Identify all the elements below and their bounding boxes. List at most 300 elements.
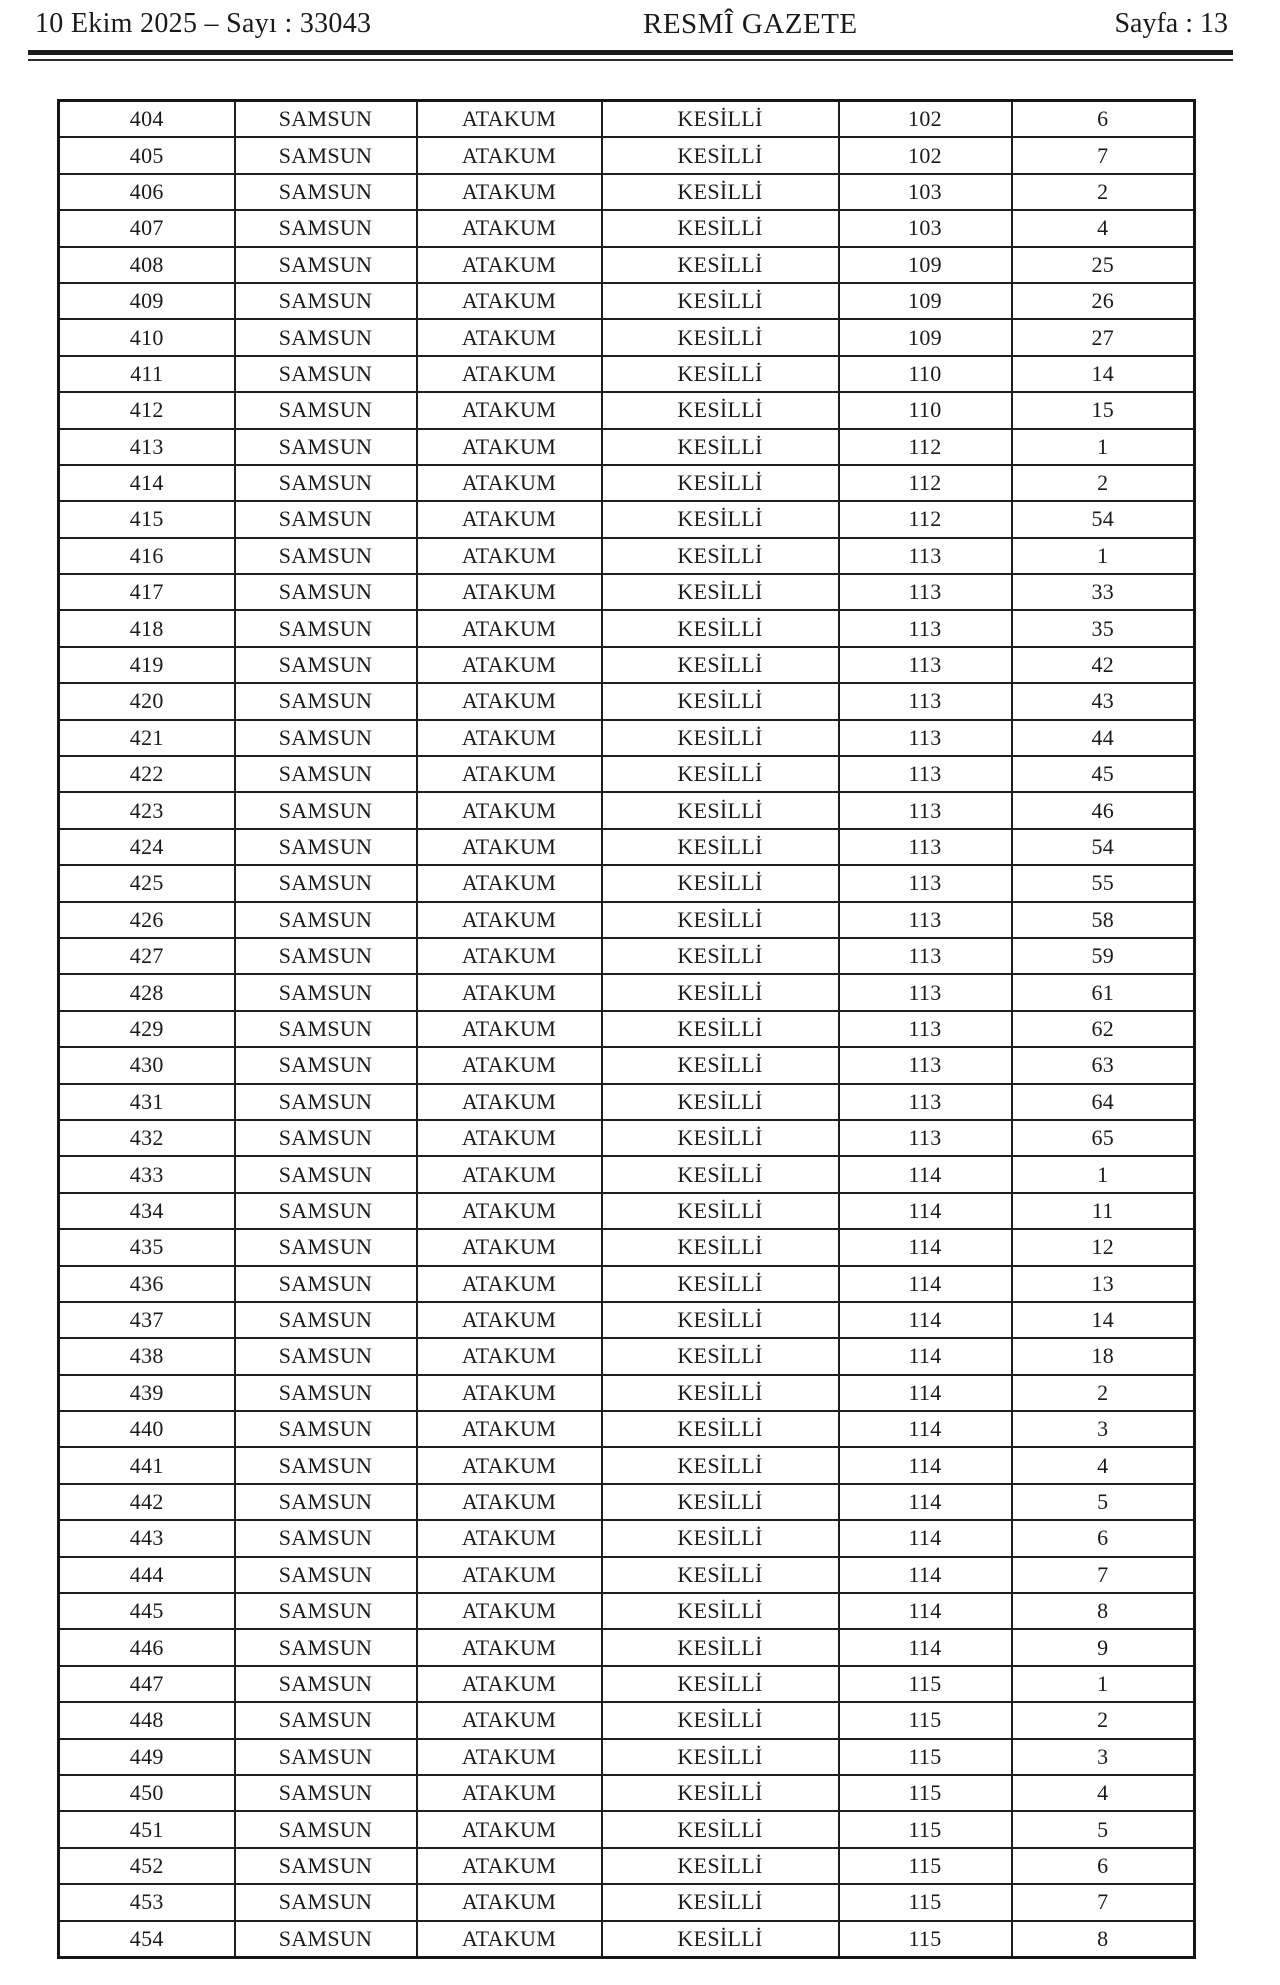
cell-block-no: 114 [839, 1447, 1012, 1483]
cell-province: SAMSUN [235, 1884, 417, 1920]
cell-neighborhood: KESİLLİ [602, 1921, 839, 1958]
cell-sequence-number: 415 [59, 501, 235, 537]
table-row [59, 429, 1195, 465]
cell-neighborhood: KESİLLİ [602, 1047, 839, 1083]
cell-province: SAMSUN [235, 1921, 417, 1958]
table-row [59, 1775, 1195, 1811]
cell-sequence-number: 439 [59, 1375, 235, 1411]
cell-block-no: 109 [839, 319, 1012, 355]
cell-block-no: 114 [839, 1302, 1012, 1338]
cell-province: SAMSUN [235, 1375, 417, 1411]
cell-sequence-number: 410 [59, 319, 235, 355]
cell-block-no: 102 [839, 101, 1012, 138]
cell-neighborhood: KESİLLİ [602, 1702, 839, 1738]
cell-neighborhood: KESİLLİ [602, 574, 839, 610]
table-row [59, 865, 1195, 901]
cell-sequence-number: 407 [59, 210, 235, 246]
cell-block-no: 115 [839, 1775, 1012, 1811]
cell-sequence-number: 450 [59, 1775, 235, 1811]
cell-district: ATAKUM [417, 1120, 602, 1156]
cell-parcel-no: 33 [1012, 574, 1195, 610]
cell-block-no: 110 [839, 356, 1012, 392]
cell-parcel-no: 6 [1012, 101, 1195, 138]
cell-block-no: 113 [839, 720, 1012, 756]
cell-province: SAMSUN [235, 1702, 417, 1738]
cell-neighborhood: KESİLLİ [602, 1120, 839, 1156]
cell-district: ATAKUM [417, 865, 602, 901]
cell-district: ATAKUM [417, 1666, 602, 1702]
cell-province: SAMSUN [235, 392, 417, 428]
cell-sequence-number: 422 [59, 756, 235, 792]
table-row [59, 574, 1195, 610]
header-rule-thin [28, 59, 1233, 61]
cell-parcel-no: 12 [1012, 1229, 1195, 1265]
cell-district: ATAKUM [417, 1702, 602, 1738]
table-row [59, 974, 1195, 1010]
table-row [59, 792, 1195, 828]
cell-neighborhood: KESİLLİ [602, 1557, 839, 1593]
cell-parcel-no: 2 [1012, 465, 1195, 501]
cell-province: SAMSUN [235, 938, 417, 974]
cell-province: SAMSUN [235, 1411, 417, 1447]
table-row [59, 938, 1195, 974]
cell-sequence-number: 448 [59, 1702, 235, 1738]
cell-district: ATAKUM [417, 101, 602, 138]
cell-province: SAMSUN [235, 1156, 417, 1192]
cell-province: SAMSUN [235, 356, 417, 392]
table-row [59, 1484, 1195, 1520]
parcel-table-body [59, 101, 1195, 1958]
cell-parcel-no: 8 [1012, 1593, 1195, 1629]
cell-province: SAMSUN [235, 647, 417, 683]
cell-neighborhood: KESİLLİ [602, 865, 839, 901]
cell-parcel-no: 46 [1012, 792, 1195, 828]
cell-sequence-number: 444 [59, 1557, 235, 1593]
cell-district: ATAKUM [417, 1156, 602, 1192]
table-row [59, 1193, 1195, 1229]
cell-sequence-number: 409 [59, 283, 235, 319]
cell-neighborhood: KESİLLİ [602, 756, 839, 792]
cell-district: ATAKUM [417, 1411, 602, 1447]
cell-neighborhood: KESİLLİ [602, 429, 839, 465]
table-row [59, 1557, 1195, 1593]
cell-sequence-number: 436 [59, 1266, 235, 1302]
cell-district: ATAKUM [417, 538, 602, 574]
cell-province: SAMSUN [235, 792, 417, 828]
cell-district: ATAKUM [417, 1375, 602, 1411]
table-row [59, 1848, 1195, 1884]
cell-neighborhood: KESİLLİ [602, 610, 839, 646]
cell-sequence-number: 429 [59, 1011, 235, 1047]
cell-neighborhood: KESİLLİ [602, 137, 839, 173]
cell-district: ATAKUM [417, 1084, 602, 1120]
cell-parcel-no: 1 [1012, 1666, 1195, 1702]
cell-parcel-no: 14 [1012, 356, 1195, 392]
table-row [59, 247, 1195, 283]
cell-block-no: 115 [839, 1666, 1012, 1702]
cell-neighborhood: KESİLLİ [602, 465, 839, 501]
cell-block-no: 114 [839, 1411, 1012, 1447]
cell-district: ATAKUM [417, 1047, 602, 1083]
table-row [59, 1702, 1195, 1738]
cell-province: SAMSUN [235, 1266, 417, 1302]
cell-district: ATAKUM [417, 1629, 602, 1665]
cell-sequence-number: 405 [59, 137, 235, 173]
cell-sequence-number: 412 [59, 392, 235, 428]
cell-block-no: 113 [839, 683, 1012, 719]
table-row [59, 1229, 1195, 1265]
cell-neighborhood: KESİLLİ [602, 829, 839, 865]
cell-block-no: 114 [839, 1593, 1012, 1629]
cell-district: ATAKUM [417, 974, 602, 1010]
cell-neighborhood: KESİLLİ [602, 174, 839, 210]
cell-neighborhood: KESİLLİ [602, 1266, 839, 1302]
cell-district: ATAKUM [417, 574, 602, 610]
cell-district: ATAKUM [417, 174, 602, 210]
cell-neighborhood: KESİLLİ [602, 1520, 839, 1556]
cell-province: SAMSUN [235, 756, 417, 792]
cell-block-no: 114 [839, 1156, 1012, 1192]
cell-province: SAMSUN [235, 319, 417, 355]
cell-sequence-number: 437 [59, 1302, 235, 1338]
cell-neighborhood: KESİLLİ [602, 356, 839, 392]
cell-parcel-no: 4 [1012, 210, 1195, 246]
cell-block-no: 114 [839, 1484, 1012, 1520]
table-row [59, 319, 1195, 355]
table-row [59, 210, 1195, 246]
cell-block-no: 114 [839, 1229, 1012, 1265]
cell-province: SAMSUN [235, 1193, 417, 1229]
cell-block-no: 114 [839, 1520, 1012, 1556]
cell-province: SAMSUN [235, 1848, 417, 1884]
cell-neighborhood: KESİLLİ [602, 392, 839, 428]
table-row [59, 829, 1195, 865]
cell-sequence-number: 404 [59, 101, 235, 138]
cell-neighborhood: KESİLLİ [602, 1629, 839, 1665]
table-row [59, 1811, 1195, 1847]
cell-sequence-number: 418 [59, 610, 235, 646]
cell-neighborhood: KESİLLİ [602, 501, 839, 537]
cell-province: SAMSUN [235, 1520, 417, 1556]
cell-province: SAMSUN [235, 1739, 417, 1775]
cell-block-no: 113 [839, 1047, 1012, 1083]
table-row [59, 1047, 1195, 1083]
table-row [59, 1011, 1195, 1047]
parcel-table [57, 99, 1196, 1959]
table-row [59, 501, 1195, 537]
cell-parcel-no: 61 [1012, 974, 1195, 1010]
cell-parcel-no: 8 [1012, 1921, 1195, 1958]
cell-province: SAMSUN [235, 101, 417, 138]
cell-parcel-no: 25 [1012, 247, 1195, 283]
table-row [59, 902, 1195, 938]
cell-sequence-number: 435 [59, 1229, 235, 1265]
cell-sequence-number: 452 [59, 1848, 235, 1884]
cell-parcel-no: 44 [1012, 720, 1195, 756]
cell-parcel-no: 3 [1012, 1739, 1195, 1775]
cell-block-no: 113 [839, 574, 1012, 610]
cell-province: SAMSUN [235, 902, 417, 938]
cell-district: ATAKUM [417, 1775, 602, 1811]
cell-parcel-no: 63 [1012, 1047, 1195, 1083]
cell-neighborhood: KESİLLİ [602, 1593, 839, 1629]
cell-province: SAMSUN [235, 1120, 417, 1156]
cell-district: ATAKUM [417, 1520, 602, 1556]
cell-block-no: 114 [839, 1557, 1012, 1593]
cell-parcel-no: 5 [1012, 1811, 1195, 1847]
table-row [59, 1302, 1195, 1338]
table-row [59, 538, 1195, 574]
cell-block-no: 115 [839, 1702, 1012, 1738]
cell-district: ATAKUM [417, 1921, 602, 1958]
cell-sequence-number: 414 [59, 465, 235, 501]
cell-district: ATAKUM [417, 902, 602, 938]
cell-neighborhood: KESİLLİ [602, 210, 839, 246]
cell-block-no: 114 [839, 1629, 1012, 1665]
cell-parcel-no: 45 [1012, 756, 1195, 792]
cell-province: SAMSUN [235, 174, 417, 210]
cell-district: ATAKUM [417, 465, 602, 501]
cell-province: SAMSUN [235, 1011, 417, 1047]
cell-district: ATAKUM [417, 247, 602, 283]
cell-neighborhood: KESİLLİ [602, 283, 839, 319]
cell-district: ATAKUM [417, 720, 602, 756]
table-row [59, 720, 1195, 756]
table-row [59, 1156, 1195, 1192]
cell-sequence-number: 425 [59, 865, 235, 901]
cell-province: SAMSUN [235, 1084, 417, 1120]
cell-neighborhood: KESİLLİ [602, 1375, 839, 1411]
cell-parcel-no: 65 [1012, 1120, 1195, 1156]
table-row [59, 610, 1195, 646]
cell-neighborhood: KESİLLİ [602, 792, 839, 828]
cell-sequence-number: 419 [59, 647, 235, 683]
cell-neighborhood: KESİLLİ [602, 1484, 839, 1520]
cell-neighborhood: KESİLLİ [602, 1447, 839, 1483]
cell-parcel-no: 1 [1012, 429, 1195, 465]
cell-neighborhood: KESİLLİ [602, 1193, 839, 1229]
cell-district: ATAKUM [417, 1338, 602, 1374]
cell-sequence-number: 453 [59, 1884, 235, 1920]
table-row [59, 683, 1195, 719]
cell-neighborhood: KESİLLİ [602, 1775, 839, 1811]
cell-parcel-no: 7 [1012, 1557, 1195, 1593]
table-row [59, 101, 1195, 138]
table-row [59, 1921, 1195, 1958]
cell-sequence-number: 423 [59, 792, 235, 828]
cell-district: ATAKUM [417, 647, 602, 683]
cell-district: ATAKUM [417, 829, 602, 865]
table-row [59, 756, 1195, 792]
table-row [59, 1338, 1195, 1374]
cell-block-no: 109 [839, 283, 1012, 319]
cell-district: ATAKUM [417, 1884, 602, 1920]
header-page-number: Sayfa : 13 [1114, 8, 1228, 39]
cell-district: ATAKUM [417, 1193, 602, 1229]
cell-neighborhood: KESİLLİ [602, 720, 839, 756]
cell-block-no: 115 [839, 1884, 1012, 1920]
cell-district: ATAKUM [417, 756, 602, 792]
cell-neighborhood: KESİLLİ [602, 1229, 839, 1265]
cell-parcel-no: 14 [1012, 1302, 1195, 1338]
cell-parcel-no: 6 [1012, 1520, 1195, 1556]
cell-block-no: 113 [839, 974, 1012, 1010]
cell-block-no: 112 [839, 465, 1012, 501]
cell-parcel-no: 42 [1012, 647, 1195, 683]
cell-sequence-number: 446 [59, 1629, 235, 1665]
cell-sequence-number: 428 [59, 974, 235, 1010]
cell-sequence-number: 427 [59, 938, 235, 974]
cell-neighborhood: KESİLLİ [602, 938, 839, 974]
cell-parcel-no: 15 [1012, 392, 1195, 428]
cell-province: SAMSUN [235, 465, 417, 501]
cell-neighborhood: KESİLLİ [602, 902, 839, 938]
cell-province: SAMSUN [235, 1557, 417, 1593]
cell-sequence-number: 442 [59, 1484, 235, 1520]
cell-neighborhood: KESİLLİ [602, 1666, 839, 1702]
cell-parcel-no: 62 [1012, 1011, 1195, 1047]
cell-sequence-number: 417 [59, 574, 235, 610]
cell-parcel-no: 26 [1012, 283, 1195, 319]
cell-province: SAMSUN [235, 1229, 417, 1265]
cell-parcel-no: 4 [1012, 1775, 1195, 1811]
cell-province: SAMSUN [235, 610, 417, 646]
cell-block-no: 103 [839, 174, 1012, 210]
cell-neighborhood: KESİLLİ [602, 647, 839, 683]
cell-district: ATAKUM [417, 792, 602, 828]
cell-district: ATAKUM [417, 1557, 602, 1593]
cell-district: ATAKUM [417, 1229, 602, 1265]
cell-province: SAMSUN [235, 1775, 417, 1811]
cell-province: SAMSUN [235, 1484, 417, 1520]
cell-block-no: 102 [839, 137, 1012, 173]
cell-parcel-no: 9 [1012, 1629, 1195, 1665]
cell-district: ATAKUM [417, 1593, 602, 1629]
cell-parcel-no: 54 [1012, 829, 1195, 865]
cell-district: ATAKUM [417, 137, 602, 173]
cell-sequence-number: 441 [59, 1447, 235, 1483]
cell-province: SAMSUN [235, 538, 417, 574]
cell-province: SAMSUN [235, 829, 417, 865]
cell-parcel-no: 4 [1012, 1447, 1195, 1483]
cell-parcel-no: 5 [1012, 1484, 1195, 1520]
cell-neighborhood: KESİLLİ [602, 1811, 839, 1847]
table-row [59, 1447, 1195, 1483]
cell-sequence-number: 424 [59, 829, 235, 865]
cell-sequence-number: 408 [59, 247, 235, 283]
cell-district: ATAKUM [417, 283, 602, 319]
cell-district: ATAKUM [417, 1266, 602, 1302]
table-row [59, 174, 1195, 210]
cell-province: SAMSUN [235, 1447, 417, 1483]
cell-parcel-no: 27 [1012, 319, 1195, 355]
cell-parcel-no: 2 [1012, 1702, 1195, 1738]
cell-province: SAMSUN [235, 283, 417, 319]
table-row [59, 356, 1195, 392]
cell-parcel-no: 58 [1012, 902, 1195, 938]
table-row [59, 1375, 1195, 1411]
cell-district: ATAKUM [417, 429, 602, 465]
cell-sequence-number: 434 [59, 1193, 235, 1229]
cell-province: SAMSUN [235, 210, 417, 246]
cell-district: ATAKUM [417, 392, 602, 428]
cell-district: ATAKUM [417, 210, 602, 246]
cell-block-no: 113 [839, 610, 1012, 646]
cell-sequence-number: 449 [59, 1739, 235, 1775]
cell-parcel-no: 54 [1012, 501, 1195, 537]
cell-province: SAMSUN [235, 247, 417, 283]
cell-block-no: 115 [839, 1848, 1012, 1884]
cell-province: SAMSUN [235, 137, 417, 173]
cell-block-no: 115 [839, 1739, 1012, 1775]
cell-block-no: 113 [839, 865, 1012, 901]
cell-parcel-no: 55 [1012, 865, 1195, 901]
cell-province: SAMSUN [235, 574, 417, 610]
cell-neighborhood: KESİLLİ [602, 538, 839, 574]
cell-district: ATAKUM [417, 1811, 602, 1847]
cell-province: SAMSUN [235, 1811, 417, 1847]
table-row [59, 465, 1195, 501]
cell-parcel-no: 43 [1012, 683, 1195, 719]
table-row [59, 1884, 1195, 1920]
cell-block-no: 114 [839, 1375, 1012, 1411]
cell-neighborhood: KESİLLİ [602, 974, 839, 1010]
cell-sequence-number: 440 [59, 1411, 235, 1447]
cell-block-no: 113 [839, 829, 1012, 865]
cell-parcel-no: 64 [1012, 1084, 1195, 1120]
cell-district: ATAKUM [417, 1848, 602, 1884]
cell-district: ATAKUM [417, 501, 602, 537]
cell-parcel-no: 3 [1012, 1411, 1195, 1447]
header-rule-thick [28, 50, 1233, 55]
cell-sequence-number: 433 [59, 1156, 235, 1192]
cell-province: SAMSUN [235, 1629, 417, 1665]
cell-block-no: 113 [839, 1084, 1012, 1120]
cell-sequence-number: 426 [59, 902, 235, 938]
cell-block-no: 113 [839, 1011, 1012, 1047]
cell-sequence-number: 421 [59, 720, 235, 756]
cell-province: SAMSUN [235, 720, 417, 756]
cell-district: ATAKUM [417, 683, 602, 719]
cell-sequence-number: 438 [59, 1338, 235, 1374]
cell-province: SAMSUN [235, 1666, 417, 1702]
cell-neighborhood: KESİLLİ [602, 1011, 839, 1047]
cell-neighborhood: KESİLLİ [602, 683, 839, 719]
cell-neighborhood: KESİLLİ [602, 247, 839, 283]
cell-province: SAMSUN [235, 865, 417, 901]
cell-sequence-number: 416 [59, 538, 235, 574]
cell-block-no: 114 [839, 1266, 1012, 1302]
cell-province: SAMSUN [235, 1593, 417, 1629]
cell-neighborhood: KESİLLİ [602, 319, 839, 355]
cell-block-no: 115 [839, 1811, 1012, 1847]
cell-sequence-number: 454 [59, 1921, 235, 1958]
cell-province: SAMSUN [235, 683, 417, 719]
cell-block-no: 103 [839, 210, 1012, 246]
cell-block-no: 112 [839, 501, 1012, 537]
cell-block-no: 113 [839, 756, 1012, 792]
cell-block-no: 113 [839, 538, 1012, 574]
cell-parcel-no: 11 [1012, 1193, 1195, 1229]
cell-district: ATAKUM [417, 1447, 602, 1483]
cell-district: ATAKUM [417, 356, 602, 392]
table-row [59, 283, 1195, 319]
cell-block-no: 114 [839, 1193, 1012, 1229]
table-row [59, 1120, 1195, 1156]
cell-sequence-number: 447 [59, 1666, 235, 1702]
cell-parcel-no: 13 [1012, 1266, 1195, 1302]
cell-neighborhood: KESİLLİ [602, 1739, 839, 1775]
